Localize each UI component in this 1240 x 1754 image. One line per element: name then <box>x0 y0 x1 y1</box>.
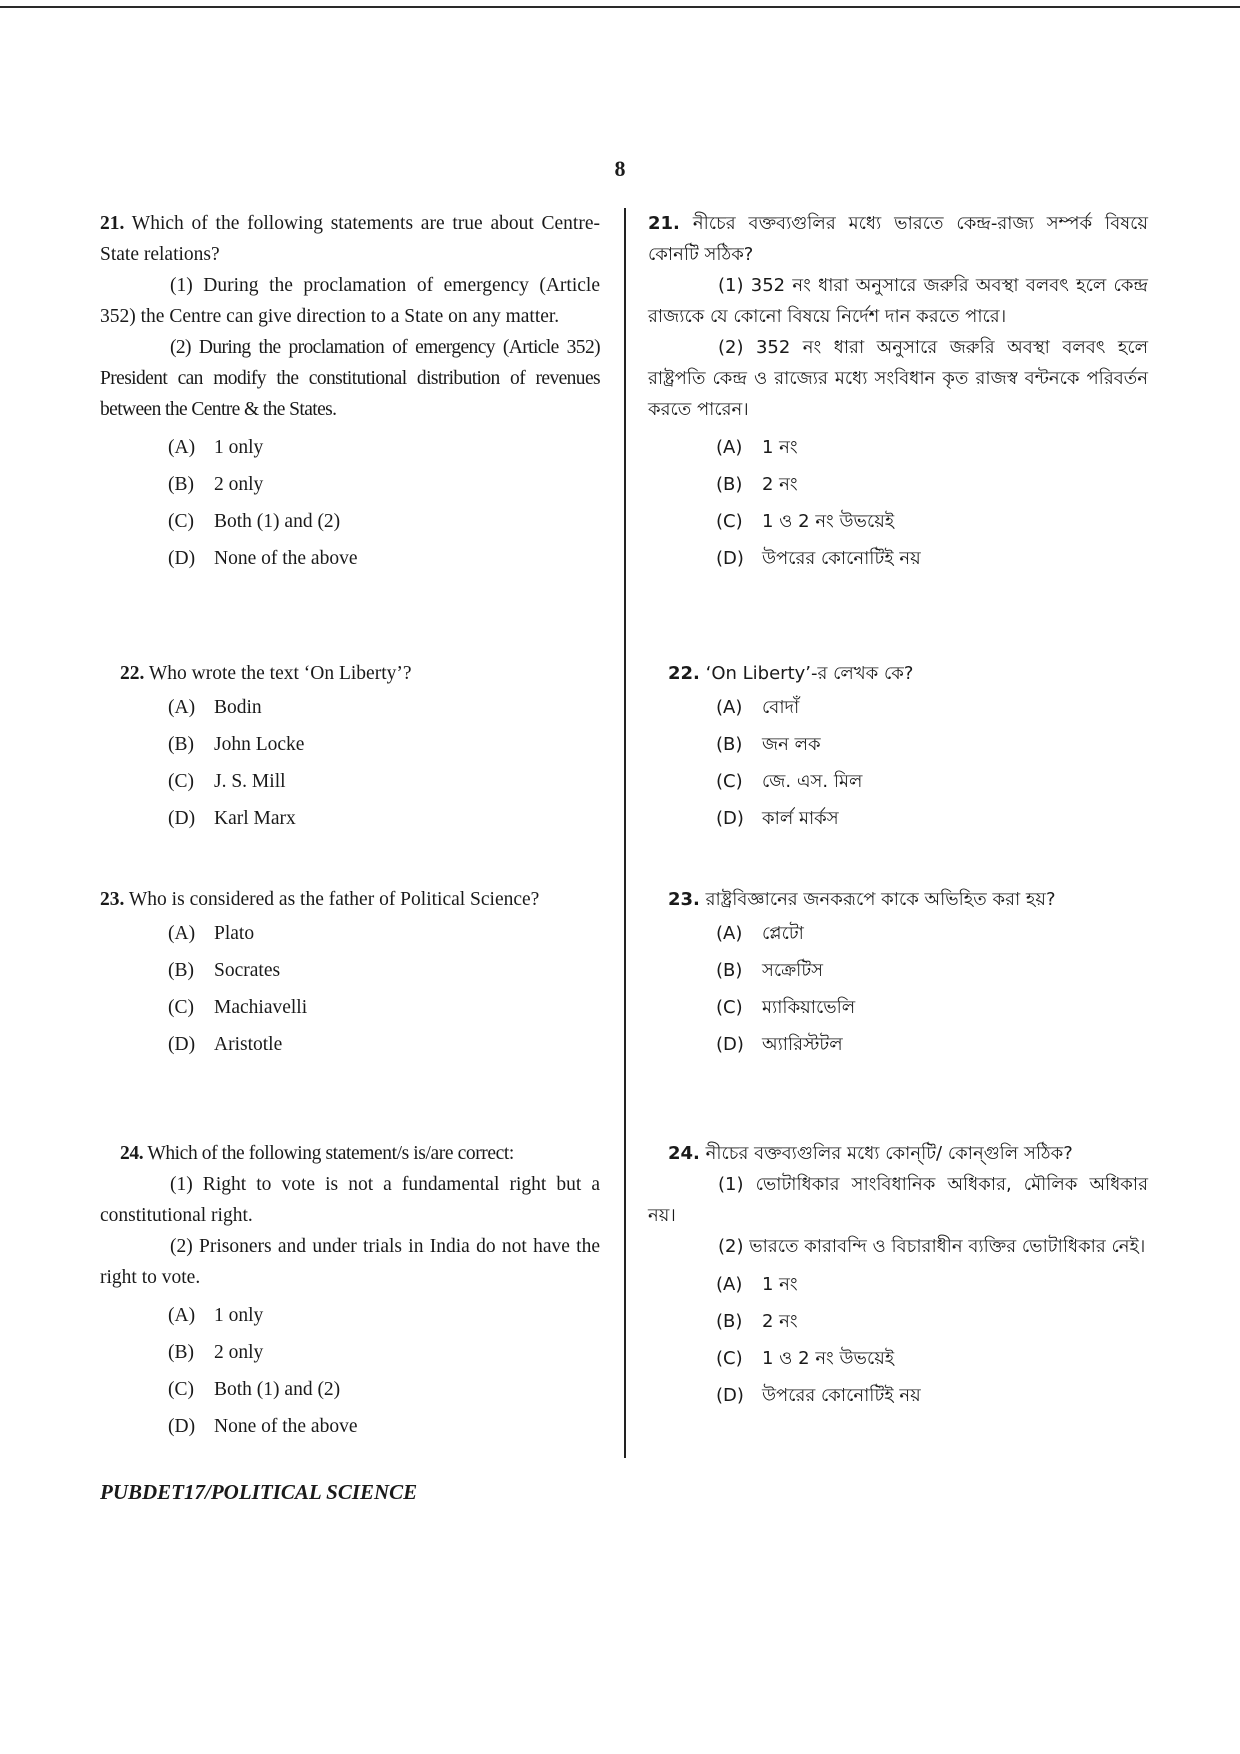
question-22-bn <box>648 658 1148 837</box>
option-c: (C) Both (1) and (2) <box>168 511 341 532</box>
question-stem: Who wrote the text ‘On Liberty’? <box>148 663 412 684</box>
option-b: (B) 2 only <box>168 1342 264 1363</box>
option-b: (B) 2 নং <box>716 474 798 495</box>
page-number: 8 <box>614 156 626 181</box>
option-d: (D) Aristotle <box>168 1034 283 1055</box>
question-stem: Which of the following statement/s is/are correct: <box>147 1143 514 1164</box>
option-a: (A) 1 only <box>168 1305 264 1326</box>
option-c: (C) 1 ও 2 নং উভয়েই <box>716 511 895 532</box>
question-21-bn <box>648 208 1148 577</box>
statement-1: (1) 352 নং ধারা অনুসারে জরুরি অবস্থা বলবৎ হলে কেন্দ্র রাজ্যকে যে কোনো বিষয়ে নির্দেশ দান করতে পারে। <box>648 275 1148 327</box>
option-d: (D) None of the above <box>168 1416 358 1437</box>
option-a: (A) বোদাঁ <box>716 697 800 718</box>
statement-2: (2) ভারতে কারাবন্দি ও বিচারাধীন ব্যক্তির ভোটাধিকার নেই। <box>718 1236 1146 1257</box>
question-number: 21. <box>648 213 680 234</box>
statement-2: (2) During the proclamation of emergency (Article 352) President can modify the constitutional distribution of revenues between the Centre & the States. <box>100 337 600 420</box>
question-24-en <box>100 1138 600 1445</box>
option-c: (C) J. S. Mill <box>168 771 286 792</box>
option-d: (D) কার্ল মার্কস <box>716 808 839 829</box>
option-c: (C) ম্যাকিয়াভেলি <box>716 997 856 1018</box>
option-d: (D) উপরের কোনোটিই নয় <box>716 548 921 569</box>
question-number: 23. <box>100 889 125 910</box>
option-b: (B) John Locke <box>168 734 305 755</box>
question-21-en <box>100 208 600 577</box>
option-b: (B) সক্রেটিস <box>716 960 824 981</box>
question-stem: নীচের বক্তব্যগুলির মধ্যে কোন্‌টি/ কোন্‌গুলি সঠিক? <box>705 1143 1073 1164</box>
option-d: (D) None of the above <box>168 548 358 569</box>
option-a: (A) প্লেটো <box>716 923 804 944</box>
option-d: (D) অ্যারিস্টটল <box>716 1034 843 1055</box>
question-number: 24. <box>120 1143 144 1164</box>
option-c: (C) জে. এস. মিল <box>716 771 863 792</box>
question-number: 23. <box>668 889 700 910</box>
statement-1: (1) ভোটাধিকার সাংবিধানিক অধিকার, মৌলিক অধিকার নয়। <box>648 1174 1148 1226</box>
option-b: (B) 2 নং <box>716 1311 798 1332</box>
question-22-en <box>100 658 600 837</box>
option-d: (D) উপরের কোনোটিই নয় <box>716 1385 921 1406</box>
question-stem: Who is considered as the father of Political Science? <box>128 889 540 910</box>
option-a: (A) 1 নং <box>716 1274 798 1295</box>
option-c: (C) 1 ও 2 নং উভয়েই <box>716 1348 895 1369</box>
question-23-bn <box>648 884 1148 1063</box>
top-rule <box>0 6 1240 8</box>
question-24-bn <box>648 1138 1148 1414</box>
question-number: 24. <box>668 1143 700 1164</box>
option-b: (B) জন লক <box>716 734 821 755</box>
option-b: (B) 2 only <box>168 474 264 495</box>
footer-code: PUBDET17/POLITICAL SCIENCE <box>100 1480 418 1504</box>
question-stem: ‘On Liberty’-র লেখক কে? <box>705 663 914 684</box>
question-stem: রাষ্ট্রবিজ্ঞানের জনকরূপে কাকে অভিহিত করা হয়? <box>705 889 1056 910</box>
column-divider <box>624 208 626 1458</box>
option-a: (A) Bodin <box>168 697 262 718</box>
question-23-en <box>100 884 600 1063</box>
question-number: 21. <box>100 213 125 234</box>
question-number: 22. <box>120 663 145 684</box>
option-d: (D) Karl Marx <box>168 808 296 829</box>
statement-2: (2) Prisoners and under trials in India do not have the right to vote. <box>100 1236 600 1288</box>
option-c: (C) Both (1) and (2) <box>168 1379 341 1400</box>
option-b: (B) Socrates <box>168 960 281 981</box>
question-stem: Which of the following statements are true about Centre-State relations? <box>100 213 600 265</box>
question-number: 22. <box>668 663 700 684</box>
option-a: (A) 1 only <box>168 437 264 458</box>
option-a: (A) Plato <box>168 923 255 944</box>
option-a: (A) 1 নং <box>716 437 798 458</box>
question-stem: নীচের বক্তব্যগুলির মধ্যে ভারতে কেন্দ্র-রাজ্য সম্পর্ক বিষয়ে কোনটি সঠিক? <box>648 213 1148 265</box>
statement-1: (1) Right to vote is not a fundamental right but a constitutional right. <box>100 1174 600 1226</box>
statement-2: (2) 352 নং ধারা অনুসারে জরুরি অবস্থা বলবৎ হলে রাষ্ট্রপতি কেন্দ্র ও রাজ্যের মধ্যে সংবিধান কৃত রাজস্ব বন্টনকে পরিবর্তন করতে পারেন। <box>648 337 1148 420</box>
option-c: (C) Machiavelli <box>168 997 308 1018</box>
statement-1: (1) During the proclamation of emergency (Article 352) the Centre can give direction to a State on any matter. <box>100 275 600 327</box>
